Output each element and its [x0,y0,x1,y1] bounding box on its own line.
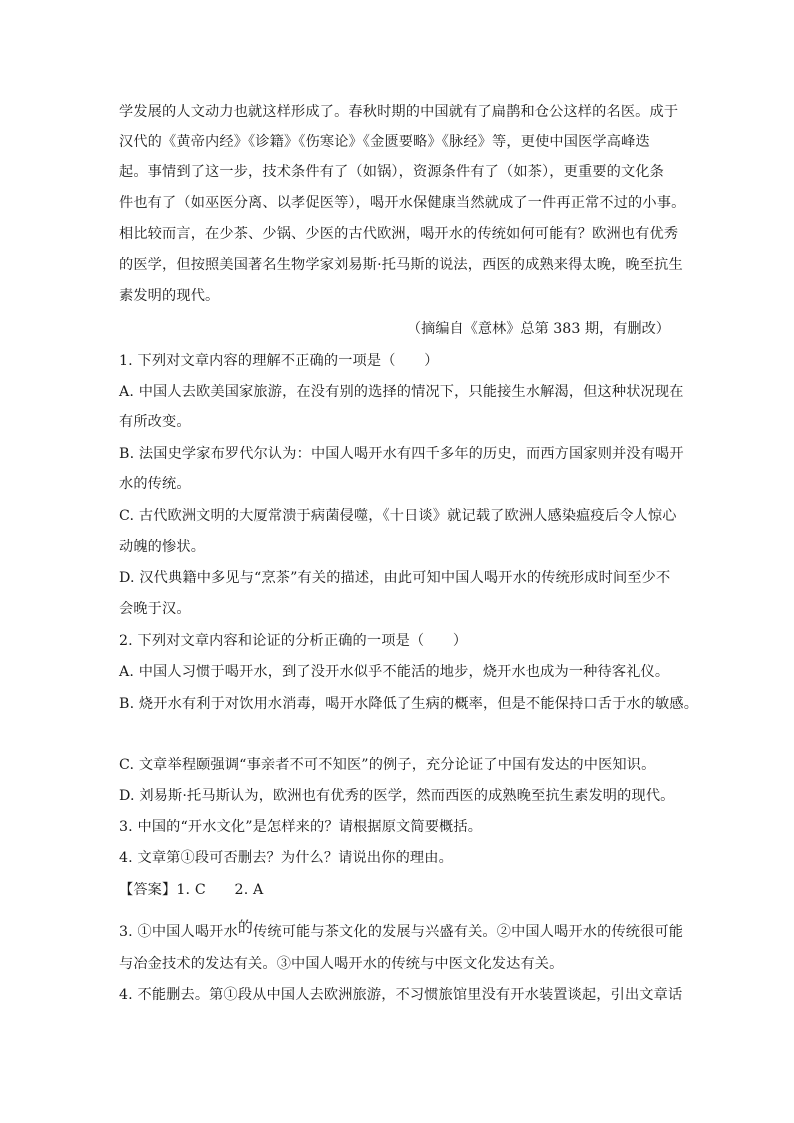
passage-line: 汉代的《黄帝内经》《诊籍》《伤寒论》《金匮要略》《脉经》等，更使中国医学高峰迭 [119,134,650,150]
question-1-option-d-cont: 会晚于汉。 [119,601,191,617]
passage-line: 件也有了（如巫医分离、以孝促医等），喝开水保健康当然就成了一件再正常不过的小事。 [119,195,686,211]
question-1-option-c-cont: 动魄的惨状。 [119,539,206,555]
passage-line: 学发展的人文动力也就这样形成了。春秋时期的中国就有了扁鹊和仓公这样的名医。成于 [119,104,679,120]
question-1-option-b-cont: 水的传统。 [119,476,191,492]
answer-3-line [119,918,684,941]
answer-key: 【答案】1. C 2. A [119,882,264,898]
answer-4-line: 4. 不能删去。第①段从中国人去欧洲旅游，不习惯旅馆里没有开水装置谈起，引出文章话 [119,987,683,1003]
question-4: 4. 文章第①段可否删去？为什么？请说出你的理由。 [119,850,453,866]
question-2-option-b: B. 烧开水有利于对饮用水消毒，喝开水降低了生病的概率，但是不能保持口舌于水的敏感。 [119,696,699,712]
passage-line: 素发明的现代。 [119,288,220,304]
question-2-stem: 2. 下列对文章内容和论证的分析正确的一项是（ ） [119,633,468,649]
answer-3-text-cont: 传统可能与茶文化的发展与兴盛有关。②中国人喝开水的传统很可能 [253,924,684,940]
question-2-option-c: C. 文章举程颐强调“事亲者不可不知医”的例子，充分论证了中国有发达的中医知识。 [119,757,656,773]
question-1-option-d: D. 汉代典籍中多见与“烹茶”有关的描述，由此可知中国人喝开水的传统形成时间至少不 [119,570,671,586]
question-1-option-a: A. 中国人去欧美国家旅游，在没有别的选择的情况下，只能接生水解渴，但这种状况现在 [119,384,684,400]
answer-3-raised-char: 的 [237,918,254,936]
question-1-stem: 1. 下列对文章内容的理解不正确的一项是（ ） [119,353,439,369]
question-2-option-a: A. 中国人习惯于喝开水，到了没开水似乎不能活的地步，烧开水也成为一种待客礼仪。 [119,664,670,680]
question-1-option-c: C. 古代欧洲文明的大厦常溃于病菌侵噬，《十日谈》就记载了欧洲人感染瘟疫后令人惊心 [119,508,677,524]
answer-3-line-2: 与冶金技术的发达有关。③中国人喝开水的传统与中医文化发达有关。 [119,956,564,972]
question-1-option-a-cont: 有所改变。 [119,414,191,430]
passage-line: 相比较而言，在少茶、少锅、少医的古代欧洲，喝开水的传统如何可能有？欧洲也有优秀 [119,226,679,242]
question-1-option-b: B. 法国史学家布罗代尔认为：中国人喝开水有四千多年的历史，而西方国家则并没有喝开 [119,446,684,462]
question-2-option-d: D. 刘易斯·托马斯认为，欧洲也有优秀的医学，然而西医的成熟晚至抗生素发明的现代。 [119,788,675,804]
passage-line: 起。事情到了这一步，技术条件有了（如锅），资源条件有了（如茶），更重要的文化条 [119,164,664,180]
question-3: 3. 中国的“开水文化”是怎样来的？请根据原文简要概括。 [119,819,483,835]
answer-3-text: 3. ①中国人喝开水 [119,924,238,940]
passage-line: 的医学，但按照美国著名生物学家刘易斯·托马斯的说法，西医的成熟来得太晚，晚至抗生 [119,257,683,273]
passage-source: （摘编自《意林》总第 383 期，有删改） [406,321,670,337]
